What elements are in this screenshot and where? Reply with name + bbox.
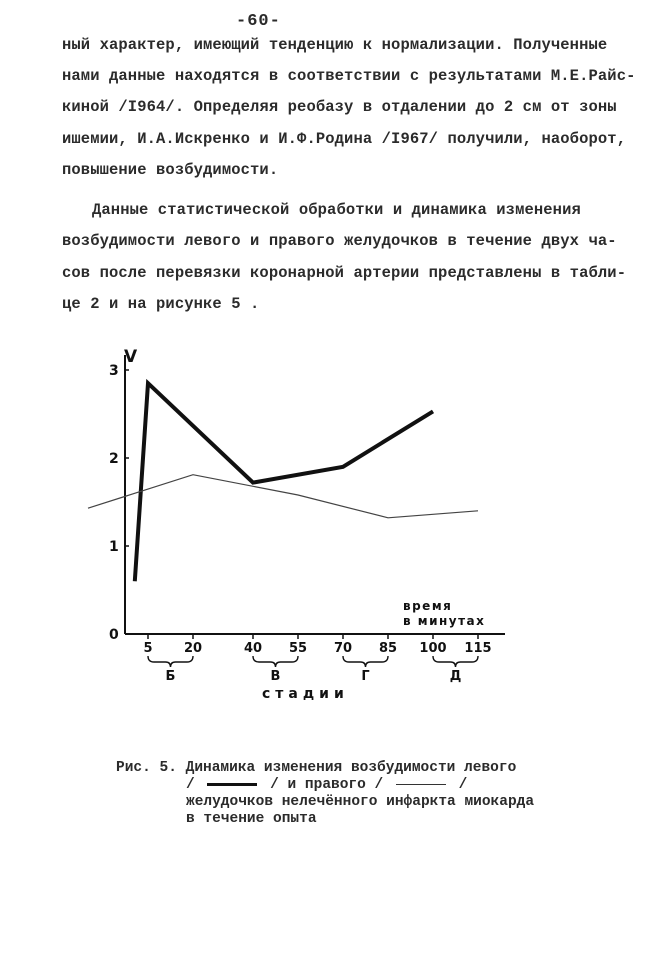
paragraph-line: сов после перевязки коронарной артерии представлены в табли- bbox=[62, 264, 627, 282]
y-tick-label: 1 bbox=[109, 539, 119, 555]
paragraph-line: повышение возбудимости. bbox=[62, 161, 279, 179]
x-axis-label-line2: в минутах bbox=[403, 614, 486, 628]
right-ventricle-series bbox=[88, 475, 478, 518]
caption-line-3: желудочков нелечённого инфаркта миокарда bbox=[186, 794, 535, 810]
caption-slash-close: / bbox=[458, 777, 468, 793]
x-axis-label-line1: время bbox=[403, 599, 453, 613]
x-tick-label: 55 bbox=[288, 641, 308, 656]
right-ventricle-line-swatch bbox=[396, 784, 446, 785]
stage-brace bbox=[253, 656, 298, 667]
x-tick-label: 70 bbox=[333, 641, 353, 656]
caption-slash-open: / bbox=[186, 777, 195, 793]
caption-line-1: Рис. 5. Динамика изменения возбудимости левого bbox=[116, 760, 517, 776]
paragraph-line: це 2 и на рисунке 5 . bbox=[62, 295, 260, 313]
x-tick-label: 40 bbox=[243, 641, 263, 656]
stage-brace bbox=[148, 656, 193, 667]
x-tick-label: 20 bbox=[183, 641, 203, 656]
caption-line-2 bbox=[116, 777, 576, 794]
paragraph-line: ный характер, имеющий тенденцию к нормализации. Полученные bbox=[62, 36, 608, 54]
stage-brace bbox=[433, 656, 478, 667]
caption-and-right: / и правого / bbox=[270, 777, 384, 793]
left-ventricle-line-swatch bbox=[207, 783, 257, 786]
stage-label: Б bbox=[165, 669, 176, 684]
paragraph-line: Данные статистической обработки и динамика изменения bbox=[92, 201, 581, 219]
figure-caption bbox=[116, 760, 576, 828]
x-tick-label: 5 bbox=[143, 641, 153, 656]
page-number: -60- bbox=[236, 12, 281, 31]
stage-label: Г bbox=[361, 669, 370, 684]
x-tick-label: 100 bbox=[419, 641, 447, 656]
paragraph-line: возбудимости левого и правого желудочков в течение двух ча- bbox=[62, 232, 617, 250]
caption-line-4: в течение опыта bbox=[186, 811, 317, 827]
stage-brace bbox=[343, 656, 388, 667]
paragraph-line: киной /I964/. Определяя реобазу в отдалении до 2 см от зоны bbox=[62, 98, 617, 116]
stage-label: Д bbox=[449, 669, 462, 684]
y-tick-label: 2 bbox=[109, 451, 119, 467]
stages-label: стадии bbox=[262, 686, 349, 702]
x-tick-label: 115 bbox=[464, 641, 492, 656]
y-axis-label: V bbox=[124, 347, 138, 367]
left-ventricle-series bbox=[135, 383, 433, 581]
paragraph-line: нами данные находятся в соответствии с результатами М.Е.Райс- bbox=[62, 67, 636, 85]
y-tick-label: 3 bbox=[109, 363, 119, 379]
stage-label: В bbox=[270, 669, 281, 684]
y-tick-label: 0 bbox=[109, 627, 119, 643]
paragraph-line: ишемии, И.А.Искренко и И.Ф.Родина /I967/ получили, наоборот, bbox=[62, 130, 627, 148]
x-tick-label: 85 bbox=[378, 641, 398, 656]
